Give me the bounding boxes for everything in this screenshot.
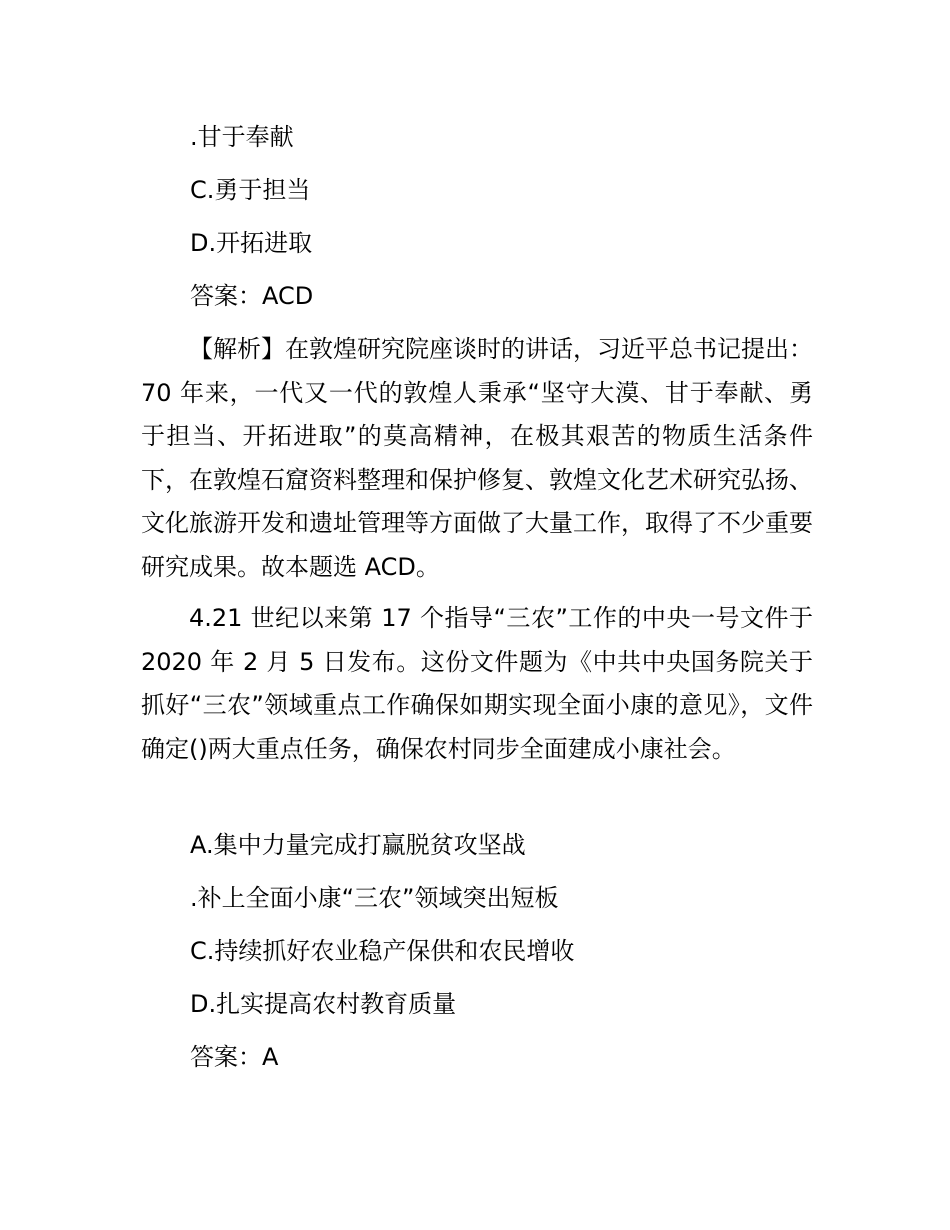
q3-analysis: 【解析】在敦煌研究院座谈时的讲话，习近平总书记提出：70 年来，一代又一代的敦煌人秉承“坚守大漠、甘于奉献、勇于担当、开拓进取”的莫高精神，在极其艰苦的物质生活条件下，在敦煌石窟资料整理和保护修复、敦煌文化艺术研究弘扬、文化旅游开发和遗址管理等方面做了大量工作，取得了不少重要研究成果。故本题选 ACD。 (141, 335, 813, 581)
q3-option-d: D.开拓进取 (190, 229, 313, 257)
q4-option-c: C.持续抓好农业稳产保供和农民增收 (190, 937, 575, 965)
q4-answer: 答案：A (190, 1043, 279, 1071)
q4-option-d: D.扎实提高农村教育质量 (190, 990, 457, 1018)
q3-answer: 答案：ACD (190, 282, 314, 310)
q3-option-b: .甘于奉献 (190, 123, 294, 151)
q4-question: 4.21 世纪以来第 17 个指导“三农”工作的中央一号文件于 2020 年 2 月 5 日发布。这份文件题为《中共中央国务院关于抓好“三农”领域重点工作确保如期实现全面小康的意见》，文件确定()两大重点任务，确保农村同步全面建成小康社会。 (141, 604, 813, 763)
q4-option-b: .补上全面小康“三农”领域突出短板 (190, 884, 559, 912)
q3-option-c: C.勇于担当 (190, 176, 311, 204)
q4-option-a: A.集中力量完成打赢脱贫攻坚战 (190, 831, 526, 859)
